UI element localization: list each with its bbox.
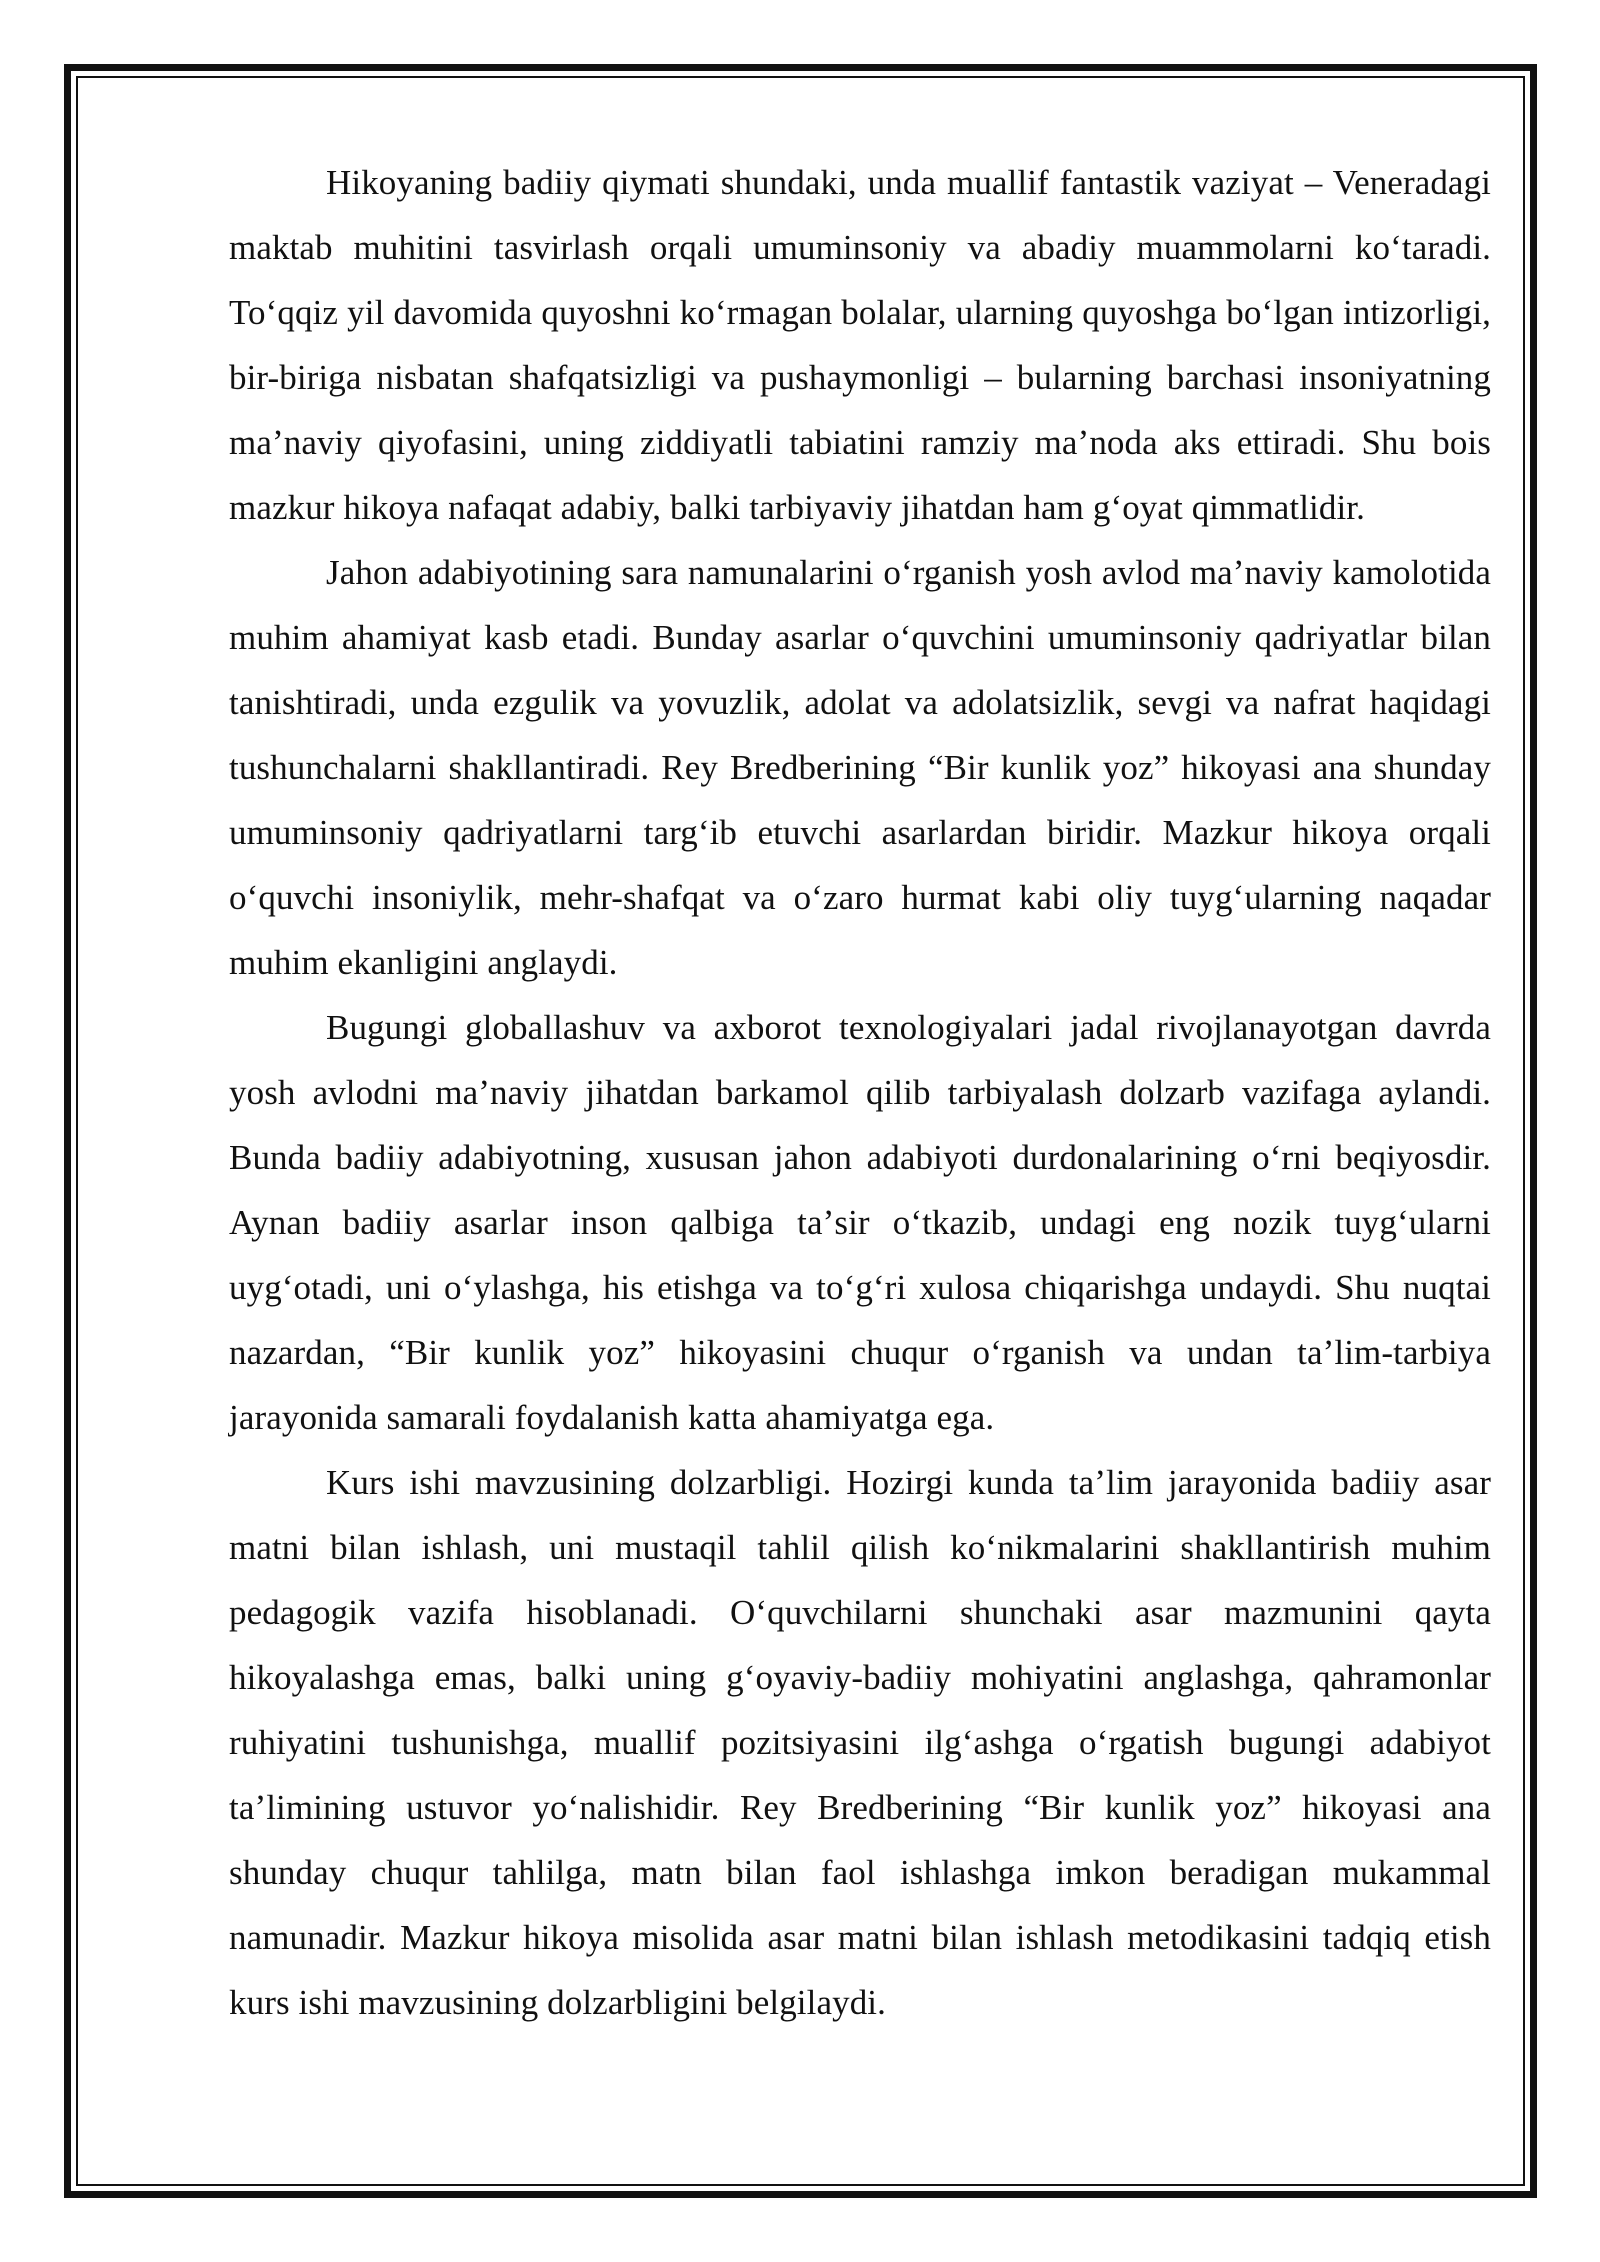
- paragraph: Hikoyaning badiiy qiymati shundaki, unda muallif fantastik vaziyat – Veneradagi maktab muhitini tasvirlash orqali umuminsoniy va abadiy muammolarni koʻtaradi. Toʻqqiz yil davomida quyoshni koʻrmagan bolalar, ularning quyoshga boʻlgan intizorligi, bir-biriga nisbatan shafqatsizligi va pushaymonligi – bularning barchasi insoniyatning maʼnaviy qiyofasini, uning ziddiyatli tabiatini ramziy maʼnoda aks ettiradi. Shu bois mazkur hikoya nafaqat adabiy, balki tarbiyaviy jihatdan ham gʻoyat qimmatlidir.: [229, 163, 1491, 527]
- paragraph: Bugungi globallashuv va axborot texnologiyalari jadal rivojlanayotgan davrda yosh avlodni maʼnaviy jihatdan barkamol qilib tarbiyalash dolzarb vazifaga aylandi. Bunda badiiy adabiyotning, xususan jahon adabiyoti durdonalarining oʻrni beqiyosdir. Aynan badiiy asarlar inson qalbiga taʼsir oʻtkazib, undagi eng nozik tuygʻularni uygʻotadi, uni oʻylashga, his etishga va toʻgʻri xulosa chiqarishga undaydi. Shu nuqtai nazardan, “Bir kunlik yoz” hikoyasini chuqur oʻrganish va undan taʼlim-tarbiya jarayonida samarali foydalanish katta ahamiyatga ega.: [229, 1008, 1491, 1437]
- document-body: [229, 150, 1491, 2035]
- paragraph: Kurs ishi mavzusining dolzarbligi. Hozirgi kunda taʼlim jarayonida badiiy asar matni bilan ishlash, uni mustaqil tahlil qilish koʻnikmalarini shakllantirish muhim pedagogik vazifa hisoblanadi. Oʻquvchilarni shunchaki asar mazmunini qayta hikoyalashga emas, balki uning gʻoyaviy-badiiy mohiyatini anglashga, qahramonlar ruhiyatini tushunishga, muallif pozitsiyasini ilgʻashga oʻrgatish bugungi adabiyot taʼlimining ustuvor yoʻnalishidir. Rey Bredberining “Bir kunlik yoz” hikoyasi ana shunday chuqur tahlilga, matn bilan faol ishlashga imkon beradigan mukammal namunadir. Mazkur hikoya misolida asar matni bilan ishlash metodikasini tadqiq etish kurs ishi mavzusining dolzarbligini belgilaydi.: [229, 1463, 1491, 2022]
- paragraph: Jahon adabiyotining sara namunalarini oʻrganish yosh avlod maʼnaviy kamolotida muhim ahamiyat kasb etadi. Bunday asarlar oʻquvchini umuminsoniy qadriyatlar bilan tanishtiradi, unda ezgulik va yovuzlik, adolat va adolatsizlik, sevgi va nafrat haqidagi tushunchalarni shakllantiradi. Rey Bredberining “Bir kunlik yoz” hikoyasi ana shunday umuminsoniy qadriyatlarni targʻib etuvchi asarlardan biridir. Mazkur hikoya orqali oʻquvchi insoniylik, mehr-shafqat va oʻzaro hurmat kabi oliy tuygʻularning naqadar muhim ekanligini anglaydi.: [229, 553, 1491, 982]
